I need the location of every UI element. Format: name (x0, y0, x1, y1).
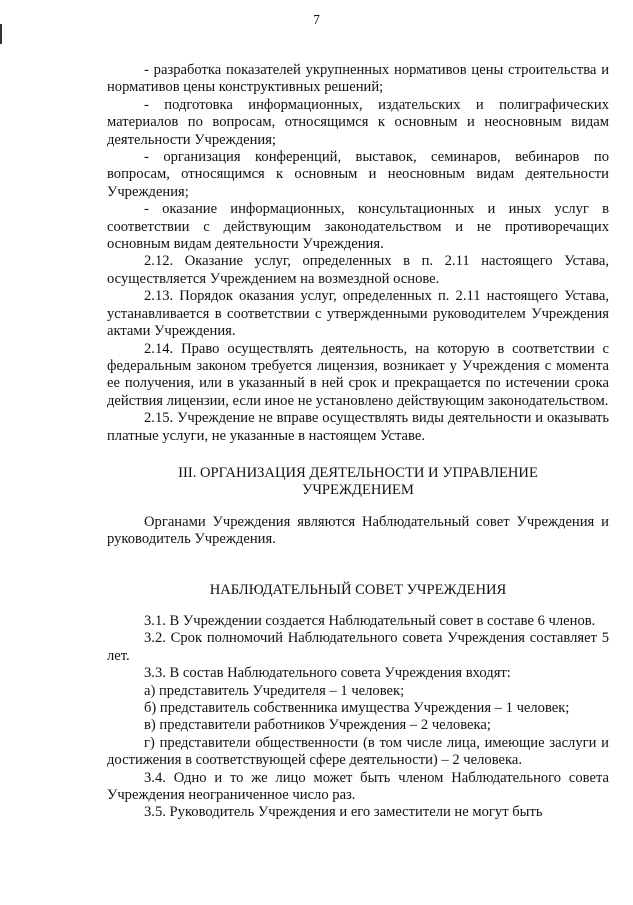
paragraph-3-2: 3.2. Срок полномочий Наблюдательного совета Учреждения составляет 5 лет. (107, 630, 609, 664)
paragraph: - оказание информационных, консультационных и иных услуг в соответствии с действующим законодательством и не противоречащих основным видам деятельности Учреждения. (107, 201, 609, 253)
section-intro: Органами Учреждения являются Наблюдательный совет Учреждения и руководитель Учреждения. (107, 513, 609, 548)
list-item: г) представители общественности (в том числе лица, имеющие заслуги и достижения в соответствующей сфере деятельности) – 2 человека. (107, 734, 609, 769)
paragraph-3-1: 3.1. В Учреждении создается Наблюдательный совет в составе 6 членов. (144, 612, 596, 629)
page-number: 7 (313, 12, 320, 27)
document-body (107, 62, 609, 822)
paragraph-3-5: 3.5. Руководитель Учреждения и его заместители не могут быть (144, 804, 543, 821)
paragraph-2-15: 2.15. Учреждение не вправе осуществлять виды деятельности и оказывать платные услуги, не указанные в настоящем Уставе. (107, 410, 609, 444)
paragraph-2-14: 2.14. Право осуществлять деятельность, на которую в соответствии с федеральным законом требуется лицензия, возникает у Учреждения с момента ее получения, или в указанный в ней срок и прекращается по истечении срока действия лицензии, если иное не установлено действующим законодательством. (107, 340, 609, 409)
list-item: б) представитель собственника имущества Учреждения – 1 человек; (144, 700, 570, 716)
paragraph-3-3: 3.3. В состав Наблюдательного совета Учреждения входят: (144, 665, 511, 682)
paragraph: - организация конференций, выставок, семинаров, вебинаров по вопросам, относящимся к основным и неосновным видам деятельности Учреждения; (107, 149, 609, 200)
section-title: III. ОРГАНИЗАЦИЯ ДЕЯТЕЛЬНОСТИ И УПРАВЛЕНИЕ УЧРЕЖДЕНИЕМ (178, 464, 538, 499)
list-item: в) представители работников Учреждения – 2 человека; (144, 717, 491, 734)
list-item: а) представитель Учредителя – 1 человек; (144, 682, 405, 699)
paragraph-2-13: 2.13. Порядок оказания услуг, определенных п. 2.11 настоящего Устава, устанавливается в соответствии с утвержденными руководителем Учреждения актами Учреждения. (107, 288, 609, 340)
paragraph-3-4: 3.4. Одно и то же лицо может быть членом Наблюдательного совета Учреждения неограниченное число раз. (107, 769, 609, 804)
subsection-title: НАБЛЮДАТЕЛЬНЫЙ СОВЕТ УЧРЕЖДЕНИЯ (209, 581, 507, 598)
paragraph: - подготовка информационных, издательских и полиграфических материалов по вопросам, относящимся к основным и неосновным видам деятельности Учреждения; (107, 96, 609, 148)
paragraph-2-12: 2.12. Оказание услуг, определенных в п. 2.11 настоящего Устава, осуществляется Учреждением на возмездной основе. (107, 253, 609, 287)
paragraph: - разработка показателей укрупненных нормативов цены строительства и нормативов цены конструктивных решений; (107, 62, 609, 96)
